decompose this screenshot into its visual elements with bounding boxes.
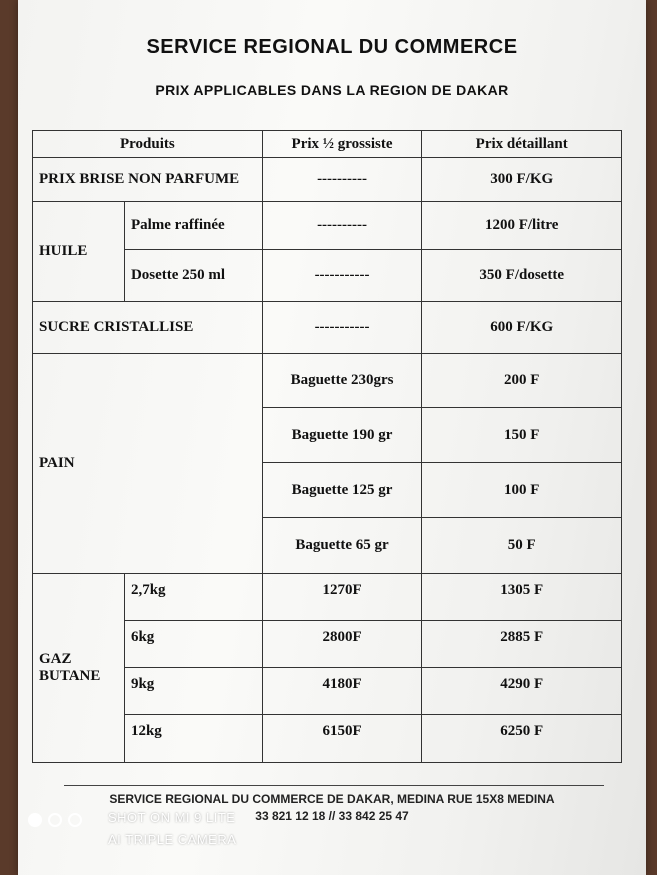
variant-cell: 6kg [124, 621, 262, 668]
table-row [33, 158, 622, 202]
product-cell: PRIX BRISE NON PARFUME [33, 158, 263, 202]
footer-phone: 33 821 12 18 // 33 842 25 47 [255, 809, 409, 823]
retail-cell: 300 F/KG [422, 158, 622, 202]
table-row [33, 302, 622, 354]
document-title: SERVICE REGIONAL DU COMMERCE [146, 36, 518, 58]
header-produits: Produits [33, 131, 263, 158]
wholesale-cell: 4180F [262, 668, 422, 715]
retail-cell: 50 F [422, 518, 622, 574]
footer-address: SERVICE REGIONAL DU COMMERCE DE DAKAR, MEDINA RUE 15X8 MEDINA [109, 792, 555, 806]
wholesale-cell: 2800F [262, 621, 422, 668]
product-cell: HUILE [33, 202, 125, 302]
retail-cell: 4290 F [422, 668, 622, 715]
product-cell: SUCRE CRISTALLISE [33, 302, 263, 354]
retail-cell: 2885 F [422, 621, 622, 668]
document-subtitle: PRIX APPLICABLES DANS LA REGION DE DAKAR [155, 82, 509, 98]
retail-cell: 350 F/dosette [422, 250, 622, 302]
table-header-row [33, 131, 622, 158]
variant-cell: Baguette 65 gr [262, 518, 422, 574]
price-sheet [18, 0, 646, 875]
retail-cell: 1305 F [422, 574, 622, 621]
variant-cell: 2,7kg [124, 574, 262, 621]
wholesale-cell: ---------- [262, 202, 422, 250]
product-label-line1: GAZ [39, 651, 72, 667]
wholesale-cell: ----------- [262, 250, 422, 302]
variant-cell: Dosette 250 ml [124, 250, 262, 302]
wholesale-cell: 6150F [262, 715, 422, 763]
variant-cell: Baguette 190 gr [262, 408, 422, 463]
watermark-line2: AI TRIPLE CAMERA [108, 832, 237, 847]
table-row [33, 574, 622, 621]
retail-cell: 100 F [422, 463, 622, 518]
product-cell [33, 574, 125, 763]
retail-cell: 1200 F/litre [422, 202, 622, 250]
product-label-line2: BUTANE [39, 668, 101, 684]
variant-cell: 9kg [124, 668, 262, 715]
price-table [32, 130, 622, 763]
watermark-dots-icon [28, 813, 98, 829]
watermark-line1: SHOT ON MI 9 LITE [108, 810, 236, 825]
retail-cell: 6250 F [422, 715, 622, 763]
table-row [33, 354, 622, 408]
header-wholesale: Prix ½ grossiste [262, 131, 422, 158]
variant-cell: Baguette 230grs [262, 354, 422, 408]
product-cell: PAIN [33, 354, 263, 574]
wholesale-cell: ---------- [262, 158, 422, 202]
retail-cell: 600 F/KG [422, 302, 622, 354]
footer-divider [64, 785, 604, 786]
wholesale-cell: ----------- [262, 302, 422, 354]
retail-cell: 200 F [422, 354, 622, 408]
header-retail: Prix détaillant [422, 131, 622, 158]
variant-cell: Palme raffinée [124, 202, 262, 250]
table-row [33, 202, 622, 250]
wholesale-cell: 1270F [262, 574, 422, 621]
variant-cell: Baguette 125 gr [262, 463, 422, 518]
variant-cell: 12kg [124, 715, 262, 763]
retail-cell: 150 F [422, 408, 622, 463]
